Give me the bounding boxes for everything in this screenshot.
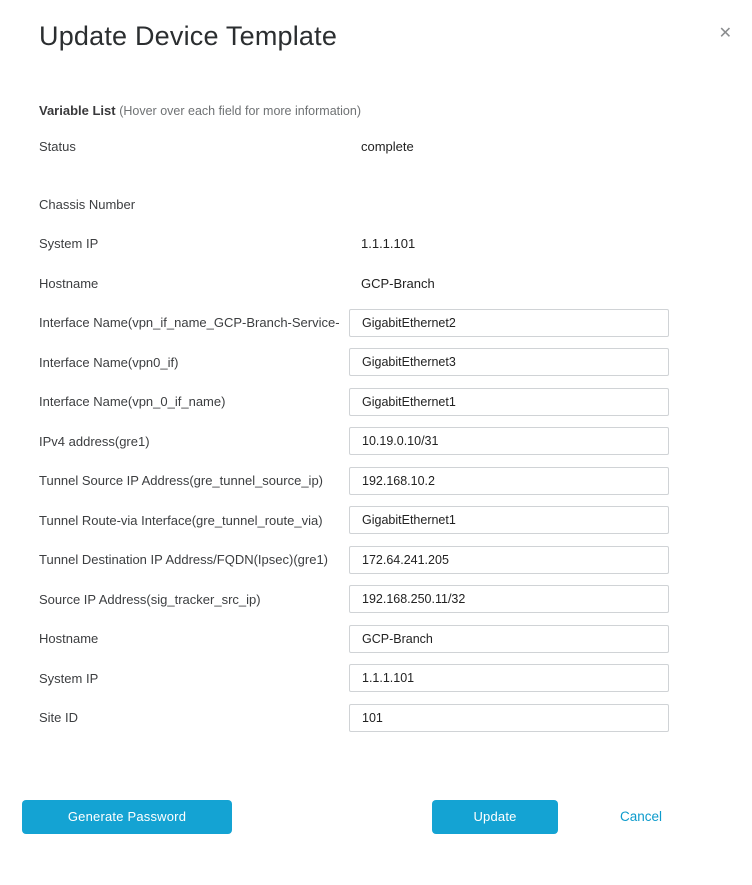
system-ip-input[interactable] [349, 664, 669, 692]
update-button[interactable]: Update [432, 800, 558, 834]
status-value: complete [361, 139, 414, 155]
ipv4-address-gre1-input[interactable] [349, 427, 669, 455]
site-id-label: Site ID [39, 710, 79, 726]
row-ipv4-address-gre1 [39, 422, 669, 462]
update-device-template-dialog [0, 20, 752, 885]
interface-name-service-vpn-label: Interface Name(vpn_if_name_GCP-Branch-Service- [39, 315, 340, 331]
tunnel-source-ip-input[interactable] [349, 467, 669, 495]
row-tunnel-source-ip [39, 461, 669, 501]
interface-name-vpn-0-if-name-input[interactable] [349, 388, 669, 416]
interface-name-vpn-0-if-name-label: Interface Name(vpn_0_if_name) [39, 394, 226, 410]
row-site-id [39, 698, 669, 738]
tunnel-destination-ip-label: Tunnel Destination IP Address/FQDN(Ipsec)(gre1) [39, 552, 329, 568]
system-ip-label: System IP [39, 236, 99, 252]
cancel-link[interactable]: Cancel [614, 808, 668, 825]
row-interface-name-service-vpn [39, 303, 669, 343]
row-tunnel-destination-ip [39, 540, 669, 580]
row-hostname-input [39, 619, 669, 659]
variable-list-label: Variable List [39, 103, 116, 118]
chassis-number-label: Chassis Number [39, 196, 136, 212]
dialog-footer [0, 800, 752, 834]
hostname-input[interactable] [349, 625, 669, 653]
system-ip-input-label: System IP [39, 670, 99, 686]
system-ip-value: 1.1.1.101 [361, 236, 416, 252]
tunnel-source-ip-label: Tunnel Source IP Address(gre_tunnel_source_ip) [39, 473, 324, 489]
row-source-ip-address [39, 580, 669, 620]
interface-name-vpn0-if-label: Interface Name(vpn0_if) [39, 354, 179, 370]
row-interface-name-vpn0-if [39, 343, 669, 383]
tunnel-route-via-input[interactable] [349, 506, 669, 534]
row-hostname-static [39, 264, 669, 304]
row-system-ip-static [39, 224, 669, 264]
source-ip-address-input[interactable] [349, 585, 669, 613]
row-status [39, 127, 669, 167]
variable-list-heading [39, 103, 669, 119]
ipv4-address-gre1-label: IPv4 address(gre1) [39, 433, 150, 449]
interface-name-service-vpn-input[interactable] [349, 309, 669, 337]
hostname-label: Hostname [39, 275, 99, 291]
variable-rows [39, 127, 669, 738]
source-ip-address-label: Source IP Address(sig_tracker_src_ip) [39, 591, 261, 607]
row-tunnel-route-via [39, 501, 669, 541]
tunnel-destination-ip-input[interactable] [349, 546, 669, 574]
row-system-ip-input [39, 659, 669, 699]
row-chassis-number [39, 185, 669, 225]
status-label: Status [39, 139, 76, 155]
site-id-input[interactable] [349, 704, 669, 732]
close-icon[interactable]: ✕ [715, 24, 736, 44]
interface-name-vpn0-if-input[interactable] [349, 348, 669, 376]
row-interface-name-vpn-0-if-name [39, 382, 669, 422]
variable-list-hint: (Hover over each field for more information) [119, 104, 361, 118]
hostname-input-label: Hostname [39, 631, 99, 647]
hostname-value: GCP-Branch [361, 275, 435, 291]
tunnel-route-via-label: Tunnel Route-via Interface(gre_tunnel_route_via) [39, 512, 323, 528]
dialog-content [0, 20, 752, 738]
page-title: Update Device Template [39, 21, 338, 51]
generate-password-button[interactable]: Generate Password [22, 800, 232, 834]
